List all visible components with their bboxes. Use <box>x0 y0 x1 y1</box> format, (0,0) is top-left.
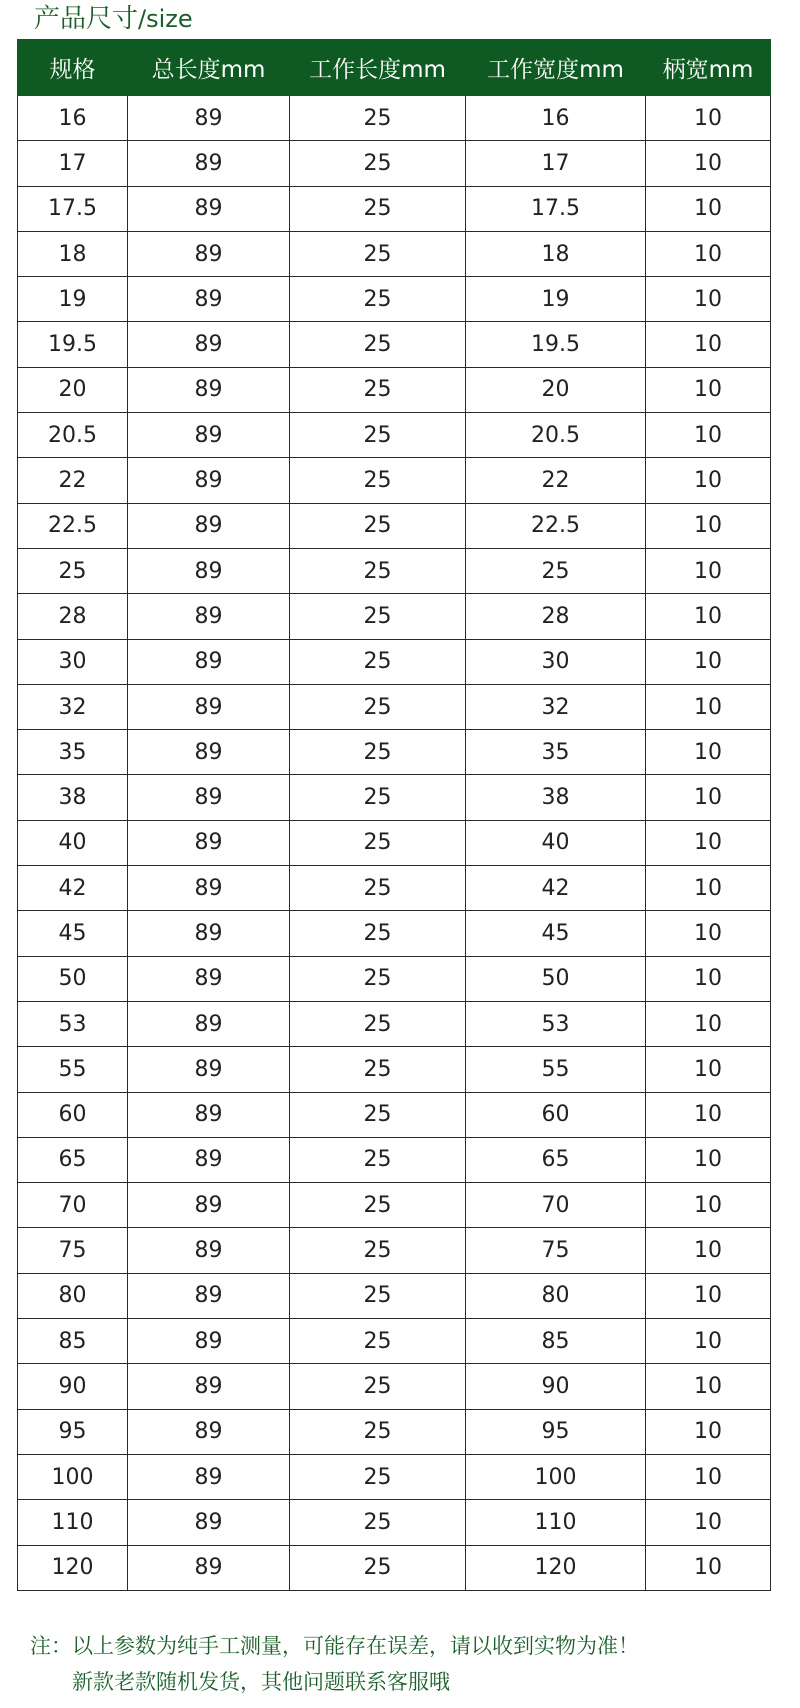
cell-total-length: 89 <box>128 820 290 865</box>
cell-shank-width: 10 <box>646 730 771 775</box>
note <box>30 1628 639 1700</box>
table-row <box>18 96 771 141</box>
cell-working-width: 16 <box>466 96 646 141</box>
cell-working-length: 25 <box>290 186 466 231</box>
cell-shank-width: 10 <box>646 367 771 412</box>
header-total-length: 总长度mm <box>128 40 290 96</box>
cell-spec: 20.5 <box>18 413 128 458</box>
cell-working-width: 25 <box>466 548 646 593</box>
cell-total-length: 89 <box>128 458 290 503</box>
cell-total-length: 89 <box>128 277 290 322</box>
cell-working-width: 32 <box>466 684 646 729</box>
cell-total-length: 89 <box>128 594 290 639</box>
cell-working-length: 25 <box>290 231 466 276</box>
cell-spec: 120 <box>18 1545 128 1590</box>
cell-working-length: 25 <box>290 594 466 639</box>
cell-working-length: 25 <box>290 1092 466 1137</box>
size-table-header <box>18 40 771 96</box>
cell-total-length: 89 <box>128 186 290 231</box>
cell-working-width: 55 <box>466 1047 646 1092</box>
cell-working-width: 65 <box>466 1137 646 1182</box>
table-row <box>18 1364 771 1409</box>
table-row <box>18 684 771 729</box>
cell-total-length: 89 <box>128 231 290 276</box>
cell-working-width: 38 <box>466 775 646 820</box>
cell-spec: 80 <box>18 1273 128 1318</box>
cell-total-length: 89 <box>128 1047 290 1092</box>
cell-working-length: 25 <box>290 1500 466 1545</box>
cell-shank-width: 10 <box>646 548 771 593</box>
cell-shank-width: 10 <box>646 1545 771 1590</box>
cell-total-length: 89 <box>128 956 290 1001</box>
cell-shank-width: 10 <box>646 277 771 322</box>
cell-total-length: 89 <box>128 1273 290 1318</box>
table-row <box>18 1409 771 1454</box>
cell-shank-width: 10 <box>646 1409 771 1454</box>
page-title <box>34 2 193 36</box>
table-row <box>18 775 771 820</box>
cell-shank-width: 10 <box>646 322 771 367</box>
cell-spec: 100 <box>18 1454 128 1499</box>
cell-shank-width: 10 <box>646 1364 771 1409</box>
cell-working-length: 25 <box>290 1364 466 1409</box>
cell-working-length: 25 <box>290 367 466 412</box>
cell-total-length: 89 <box>128 1228 290 1273</box>
cell-spec: 19.5 <box>18 322 128 367</box>
cell-shank-width: 10 <box>646 1273 771 1318</box>
cell-working-width: 53 <box>466 1001 646 1046</box>
cell-spec: 16 <box>18 96 128 141</box>
cell-working-length: 25 <box>290 866 466 911</box>
cell-working-width: 45 <box>466 911 646 956</box>
table-row <box>18 594 771 639</box>
cell-spec: 40 <box>18 820 128 865</box>
cell-total-length: 89 <box>128 1500 290 1545</box>
header-working-length: 工作长度mm <box>290 40 466 96</box>
cell-spec: 22 <box>18 458 128 503</box>
cell-shank-width: 10 <box>646 231 771 276</box>
cell-working-width: 95 <box>466 1409 646 1454</box>
cell-working-width: 42 <box>466 866 646 911</box>
cell-shank-width: 10 <box>646 141 771 186</box>
cell-working-length: 25 <box>290 96 466 141</box>
cell-shank-width: 10 <box>646 639 771 684</box>
size-table <box>17 39 771 1591</box>
cell-spec: 22.5 <box>18 503 128 548</box>
cell-shank-width: 10 <box>646 1500 771 1545</box>
cell-shank-width: 10 <box>646 1137 771 1182</box>
cell-working-width: 40 <box>466 820 646 865</box>
cell-spec: 17.5 <box>18 186 128 231</box>
table-row <box>18 639 771 684</box>
note-line-1: 注：以上参数为纯手工测量，可能存在误差，请以收到实物为准！ <box>30 1634 639 1658</box>
table-row <box>18 141 771 186</box>
header-spec: 规格 <box>18 40 128 96</box>
header-shank-width: 柄宽mm <box>646 40 771 96</box>
cell-working-length: 25 <box>290 775 466 820</box>
cell-total-length: 89 <box>128 911 290 956</box>
cell-working-length: 25 <box>290 730 466 775</box>
cell-shank-width: 10 <box>646 820 771 865</box>
table-row <box>18 503 771 548</box>
cell-working-length: 25 <box>290 820 466 865</box>
cell-shank-width: 10 <box>646 458 771 503</box>
cell-total-length: 89 <box>128 367 290 412</box>
cell-total-length: 89 <box>128 866 290 911</box>
table-row <box>18 458 771 503</box>
table-row <box>18 1183 771 1228</box>
cell-working-length: 25 <box>290 413 466 458</box>
cell-working-width: 17 <box>466 141 646 186</box>
cell-spec: 70 <box>18 1183 128 1228</box>
cell-shank-width: 10 <box>646 1092 771 1137</box>
cell-working-length: 25 <box>290 684 466 729</box>
cell-shank-width: 10 <box>646 1319 771 1364</box>
cell-working-width: 80 <box>466 1273 646 1318</box>
cell-working-width: 28 <box>466 594 646 639</box>
table-row <box>18 820 771 865</box>
table-row <box>18 1500 771 1545</box>
cell-shank-width: 10 <box>646 594 771 639</box>
header-working-width: 工作宽度mm <box>466 40 646 96</box>
cell-spec: 95 <box>18 1409 128 1454</box>
cell-shank-width: 10 <box>646 1001 771 1046</box>
table-row <box>18 911 771 956</box>
cell-working-width: 30 <box>466 639 646 684</box>
cell-shank-width: 10 <box>646 503 771 548</box>
table-row <box>18 548 771 593</box>
cell-working-width: 50 <box>466 956 646 1001</box>
cell-working-width: 110 <box>466 1500 646 1545</box>
cell-working-length: 25 <box>290 1545 466 1590</box>
cell-working-width: 22 <box>466 458 646 503</box>
cell-shank-width: 10 <box>646 1183 771 1228</box>
table-row <box>18 186 771 231</box>
cell-spec: 42 <box>18 866 128 911</box>
cell-working-width: 100 <box>466 1454 646 1499</box>
table-row <box>18 1273 771 1318</box>
cell-spec: 30 <box>18 639 128 684</box>
cell-total-length: 89 <box>128 730 290 775</box>
cell-total-length: 89 <box>128 1319 290 1364</box>
cell-working-length: 25 <box>290 458 466 503</box>
cell-total-length: 89 <box>128 775 290 820</box>
table-row <box>18 1001 771 1046</box>
table-row <box>18 730 771 775</box>
page-title-sub: /size <box>138 5 193 33</box>
cell-working-length: 25 <box>290 277 466 322</box>
cell-spec: 55 <box>18 1047 128 1092</box>
cell-working-width: 70 <box>466 1183 646 1228</box>
cell-working-width: 85 <box>466 1319 646 1364</box>
cell-total-length: 89 <box>128 639 290 684</box>
table-row <box>18 1319 771 1364</box>
cell-working-width: 18 <box>466 231 646 276</box>
cell-working-length: 25 <box>290 1047 466 1092</box>
cell-total-length: 89 <box>128 413 290 458</box>
cell-spec: 28 <box>18 594 128 639</box>
table-row <box>18 1228 771 1273</box>
cell-spec: 65 <box>18 1137 128 1182</box>
cell-total-length: 89 <box>128 1092 290 1137</box>
cell-working-width: 22.5 <box>466 503 646 548</box>
cell-total-length: 89 <box>128 1545 290 1590</box>
cell-spec: 18 <box>18 231 128 276</box>
cell-working-length: 25 <box>290 639 466 684</box>
cell-working-width: 19 <box>466 277 646 322</box>
cell-spec: 45 <box>18 911 128 956</box>
cell-working-width: 90 <box>466 1364 646 1409</box>
cell-shank-width: 10 <box>646 96 771 141</box>
cell-shank-width: 10 <box>646 911 771 956</box>
cell-spec: 75 <box>18 1228 128 1273</box>
table-row <box>18 322 771 367</box>
cell-shank-width: 10 <box>646 1454 771 1499</box>
page-title-main: 产品尺寸 <box>34 4 139 34</box>
cell-working-length: 25 <box>290 1409 466 1454</box>
cell-working-width: 75 <box>466 1228 646 1273</box>
cell-working-length: 25 <box>290 503 466 548</box>
header-row <box>18 40 771 96</box>
cell-total-length: 89 <box>128 322 290 367</box>
cell-working-length: 25 <box>290 911 466 956</box>
cell-total-length: 89 <box>128 1454 290 1499</box>
cell-working-width: 120 <box>466 1545 646 1590</box>
cell-total-length: 89 <box>128 548 290 593</box>
cell-working-width: 35 <box>466 730 646 775</box>
cell-spec: 32 <box>18 684 128 729</box>
table-row <box>18 231 771 276</box>
note-line-2: 新款老款随机发货，其他问题联系客服哦 <box>72 1670 450 1694</box>
cell-spec: 25 <box>18 548 128 593</box>
table-row <box>18 1545 771 1590</box>
table-row <box>18 956 771 1001</box>
cell-working-length: 25 <box>290 1454 466 1499</box>
cell-spec: 19 <box>18 277 128 322</box>
cell-spec: 50 <box>18 956 128 1001</box>
cell-working-length: 25 <box>290 1228 466 1273</box>
cell-shank-width: 10 <box>646 866 771 911</box>
table-row <box>18 413 771 458</box>
cell-total-length: 89 <box>128 1409 290 1454</box>
cell-total-length: 89 <box>128 503 290 548</box>
cell-spec: 60 <box>18 1092 128 1137</box>
cell-working-length: 25 <box>290 141 466 186</box>
cell-shank-width: 10 <box>646 956 771 1001</box>
cell-spec: 90 <box>18 1364 128 1409</box>
cell-shank-width: 10 <box>646 186 771 231</box>
cell-spec: 17 <box>18 141 128 186</box>
cell-shank-width: 10 <box>646 684 771 729</box>
cell-working-length: 25 <box>290 1183 466 1228</box>
cell-working-width: 60 <box>466 1092 646 1137</box>
cell-spec: 35 <box>18 730 128 775</box>
cell-working-width: 20.5 <box>466 413 646 458</box>
cell-spec: 85 <box>18 1319 128 1364</box>
cell-working-length: 25 <box>290 1001 466 1046</box>
table-row <box>18 277 771 322</box>
cell-working-width: 17.5 <box>466 186 646 231</box>
cell-total-length: 89 <box>128 1001 290 1046</box>
table-row <box>18 367 771 412</box>
cell-total-length: 89 <box>128 1137 290 1182</box>
cell-spec: 38 <box>18 775 128 820</box>
cell-spec: 53 <box>18 1001 128 1046</box>
table-row <box>18 1047 771 1092</box>
cell-total-length: 89 <box>128 1183 290 1228</box>
cell-working-length: 25 <box>290 1319 466 1364</box>
cell-shank-width: 10 <box>646 1228 771 1273</box>
table-row <box>18 1137 771 1182</box>
cell-working-length: 25 <box>290 1137 466 1182</box>
cell-total-length: 89 <box>128 684 290 729</box>
table-row <box>18 1092 771 1137</box>
cell-working-width: 20 <box>466 367 646 412</box>
cell-total-length: 89 <box>128 96 290 141</box>
cell-spec: 110 <box>18 1500 128 1545</box>
cell-working-length: 25 <box>290 322 466 367</box>
cell-working-length: 25 <box>290 1273 466 1318</box>
cell-working-length: 25 <box>290 956 466 1001</box>
table-row <box>18 866 771 911</box>
cell-working-width: 19.5 <box>466 322 646 367</box>
cell-shank-width: 10 <box>646 1047 771 1092</box>
cell-shank-width: 10 <box>646 775 771 820</box>
cell-total-length: 89 <box>128 1364 290 1409</box>
cell-working-length: 25 <box>290 548 466 593</box>
cell-total-length: 89 <box>128 141 290 186</box>
cell-shank-width: 10 <box>646 413 771 458</box>
size-table-body <box>18 96 771 1591</box>
table-row <box>18 1454 771 1499</box>
cell-spec: 20 <box>18 367 128 412</box>
